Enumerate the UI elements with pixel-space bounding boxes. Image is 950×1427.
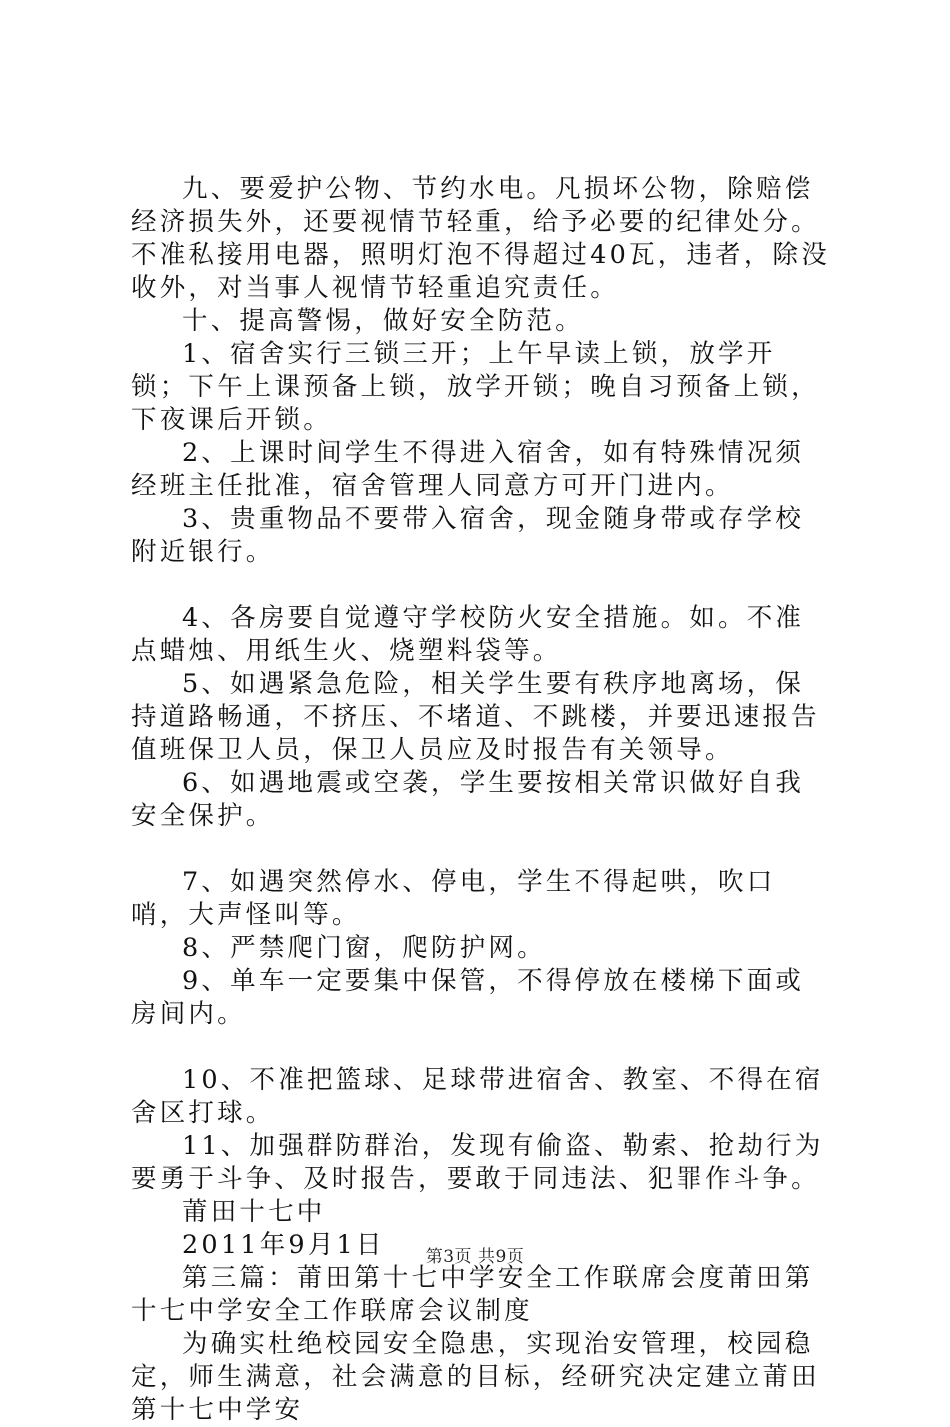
- paragraph: 8、严禁爬门窗，爬防护网。: [182, 933, 546, 963]
- paragraph-spacer: [131, 1031, 831, 1064]
- paragraph: 9、单车一定要集中保管，不得停放在楼梯下面或房间内。: [131, 966, 805, 1029]
- paragraph: 10、不准把篮球、足球带进宿舍、教室、不得在宿舍区打球。: [131, 1065, 824, 1128]
- page-footer: 第3页 共9页: [425, 1247, 525, 1267]
- document-body: [131, 173, 831, 1427]
- paragraph-spacer: [131, 833, 831, 866]
- paragraph: 6、如遇地震或空袭，学生要按相关常识做好自我安全保护。: [131, 768, 805, 831]
- section-heading: 第三篇：莆田第十七中学安全工作联席会度莆田第十七中学安全工作联席会议制度: [131, 1263, 814, 1326]
- paragraph: 4、各房要自觉遵守学校防火安全措施。如。不准点蜡烛、用纸生火、烧塑料袋等。: [131, 603, 805, 666]
- paragraph: 11、加强群防群治，发现有偷盗、勒索、抢劫行为要勇于斗争、及时报告，要敢于同违法、犯罪作斗争。: [131, 1131, 824, 1194]
- paragraph-spacer: [131, 569, 831, 602]
- paragraph: 7、如遇突然停水、停电，学生不得起哄，吹口哨，大声怪叫等。: [131, 867, 776, 930]
- paragraph: 2、上课时间学生不得进入宿舍，如有特殊情况须经班主任批准，宿舍管理人同意方可开门进内。: [131, 438, 805, 501]
- paragraph: 1、宿舍实行三锁三开；上午早读上锁，放学开锁；下午上课预备上锁，放学开锁；晚自习预备上锁，下夜课后开锁。: [131, 339, 820, 435]
- paragraph: 3、贵重物品不要带入宿舍，现金随身带或存学校附近银行。: [131, 504, 805, 567]
- paragraph: 十、提高警惕，做好安全防范。: [182, 306, 584, 336]
- paragraph: 为确实杜绝校园安全隐患，实现治安管理，校园稳定，师生满意，社会满意的目标，经研究决定建立莆田第十七中学安: [131, 1329, 820, 1425]
- paragraph: 九、要爱护公物、节约水电。凡损坏公物，除赔偿经济损失外，还要视情节轻重，给予必要的纪律处分。不准私接用电器，照明灯泡不得超过40瓦，违者，除没收外，对当事人视情节轻重追究责任。: [131, 174, 830, 303]
- signature-date: 2011年9月1日: [182, 1230, 385, 1260]
- signature-school: 莆田十七中: [182, 1197, 326, 1227]
- paragraph: 5、如遇紧急危险，相关学生要有秩序地离场，保持道路畅通，不挤压、不堵道、不跳楼，并要迅速报告值班保卫人员，保卫人员应及时报告有关领导。: [131, 669, 820, 765]
